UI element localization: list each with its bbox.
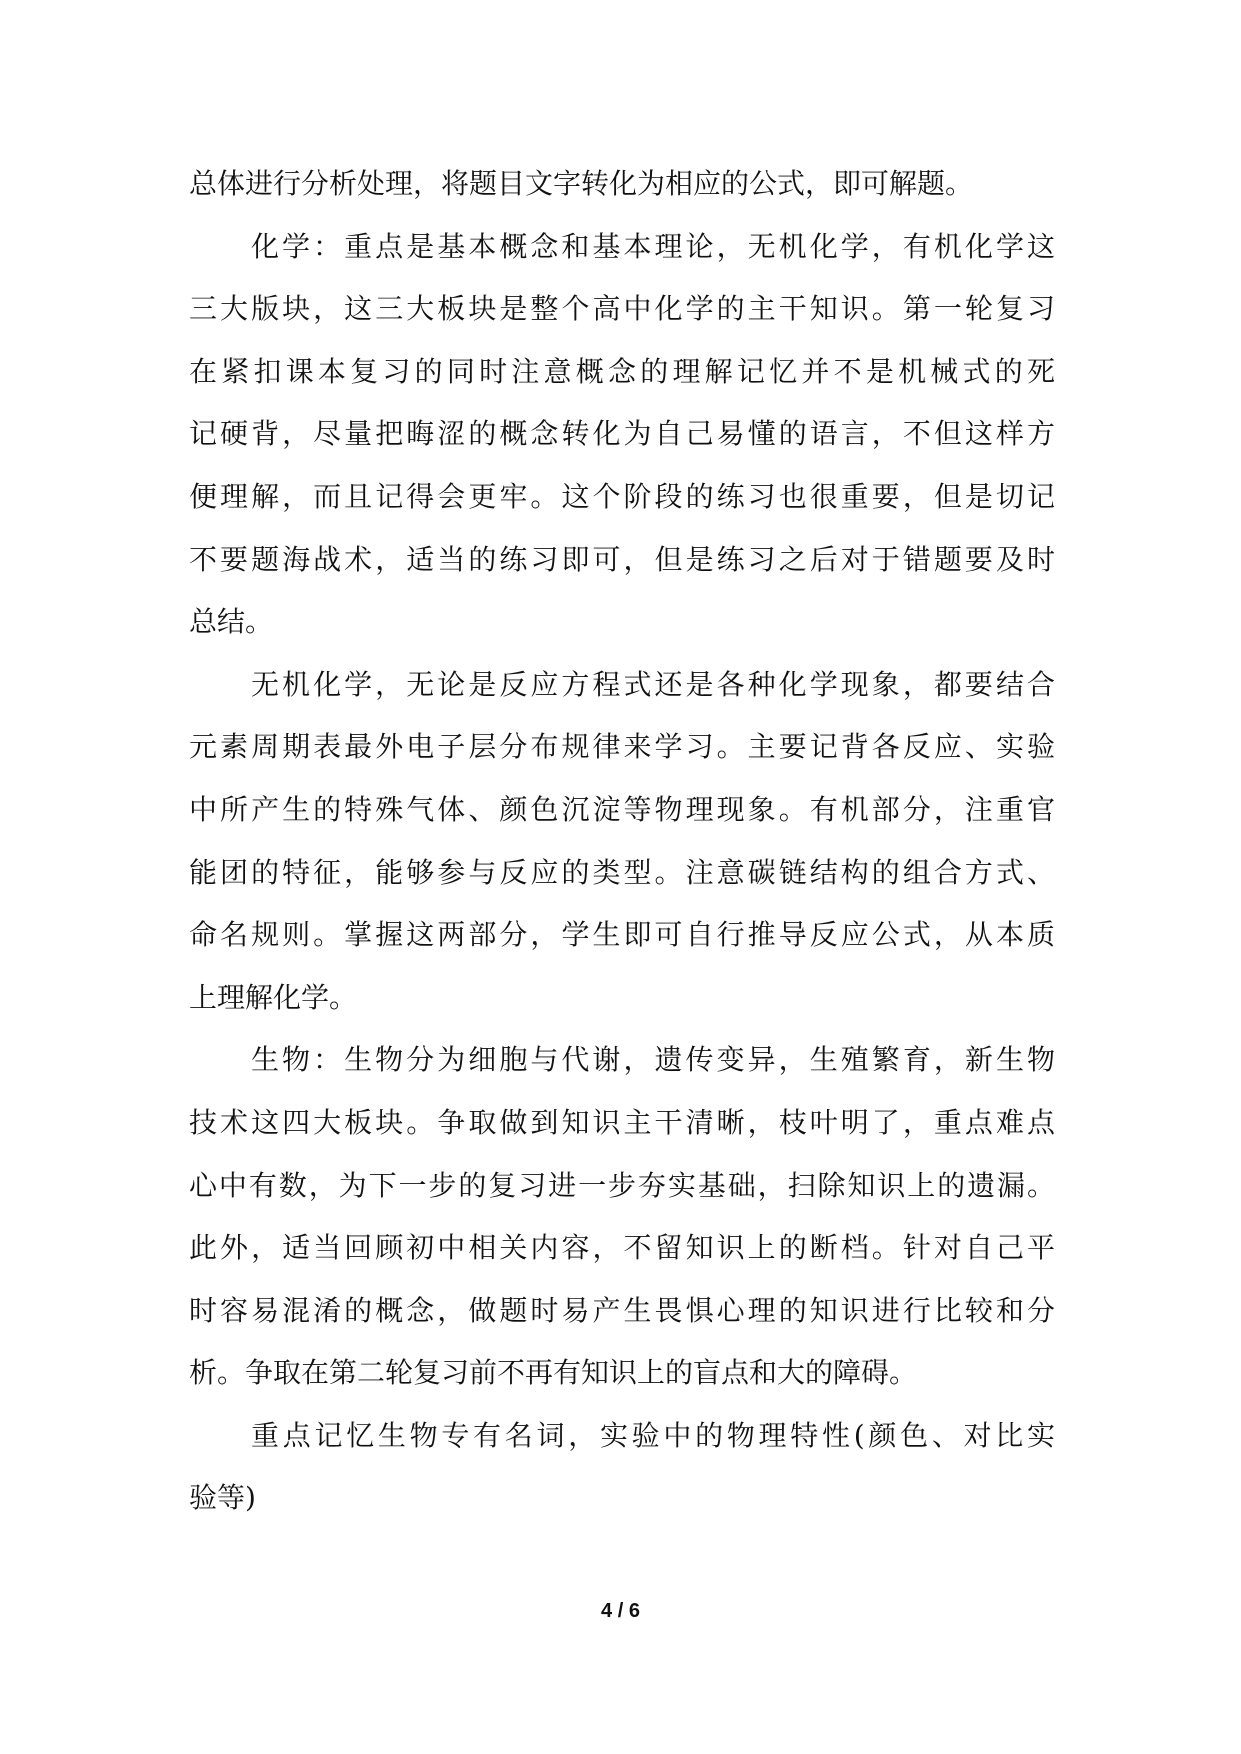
text-line: 此外，适当回顾初中相关内容，不留知识上的断档。针对自己平 [189,1231,1055,1265]
text-line: 元素周期表最外电子层分布规律来学习。主要记背各反应、实验 [189,730,1055,764]
text-line: 中所产生的特殊气体、颜色沉淀等物理现象。有机部分，注重官 [189,792,1055,826]
text-line: 时容易混淆的概念，做题时易产生畏惧心理的知识进行比较和分 [189,1293,1055,1327]
text-line: 生物：生物分为细胞与代谢，遗传变异，生殖繁育，新生物 [251,1043,1055,1077]
document-body [189,153,1055,1530]
text-line: 三大版块，这三大板块是整个高中化学的主干知识。第一轮复习 [189,292,1055,326]
text-line: 无机化学，无论是反应方程式还是各种化学现象，都要结合 [251,667,1055,701]
text-line: 总体进行分析处理，将题目文字转化为相应的公式，即可解题。 [189,167,974,200]
text-line: 不要题海战术，适当的练习即可，但是练习之后对于错题要及时 [189,542,1055,576]
text-line: 上理解化学。 [189,980,358,1014]
text-line: 验等) [189,1481,256,1515]
text-line: 析。争取在第二轮复习前不再有知识上的盲点和大的障碍。 [189,1356,918,1390]
text-line: 化学：重点是基本概念和基本理论，无机化学，有机化学这 [251,229,1055,263]
text-line: 心中有数，为下一步的复习进一步夯实基础，扫除知识上的遗漏。 [189,1168,1055,1202]
text-line: 总结。 [189,605,274,639]
text-line: 记硬背，尽量把晦涩的概念转化为自己易懂的语言，不但这样方 [189,417,1055,451]
page-number: 4 / 6 [601,1600,640,1622]
text-line: 在紧扣课本复习的同时注意概念的理解记忆并不是机械式的死 [189,354,1055,388]
text-line: 技术这四大板块。争取做到知识主干清晰，枝叶明了，重点难点 [189,1105,1055,1139]
text-line: 重点记忆生物专有名词，实验中的物理特性(颜色、对比实 [251,1418,1055,1452]
text-line: 命名规则。掌握这两部分，学生即可自行推导反应公式，从本质 [189,918,1055,952]
text-line: 便理解，而且记得会更牢。这个阶段的练习也很重要，但是切记 [189,479,1055,513]
text-line: 能团的特征，能够参与反应的类型。注意碳链结构的组合方式、 [189,855,1055,889]
